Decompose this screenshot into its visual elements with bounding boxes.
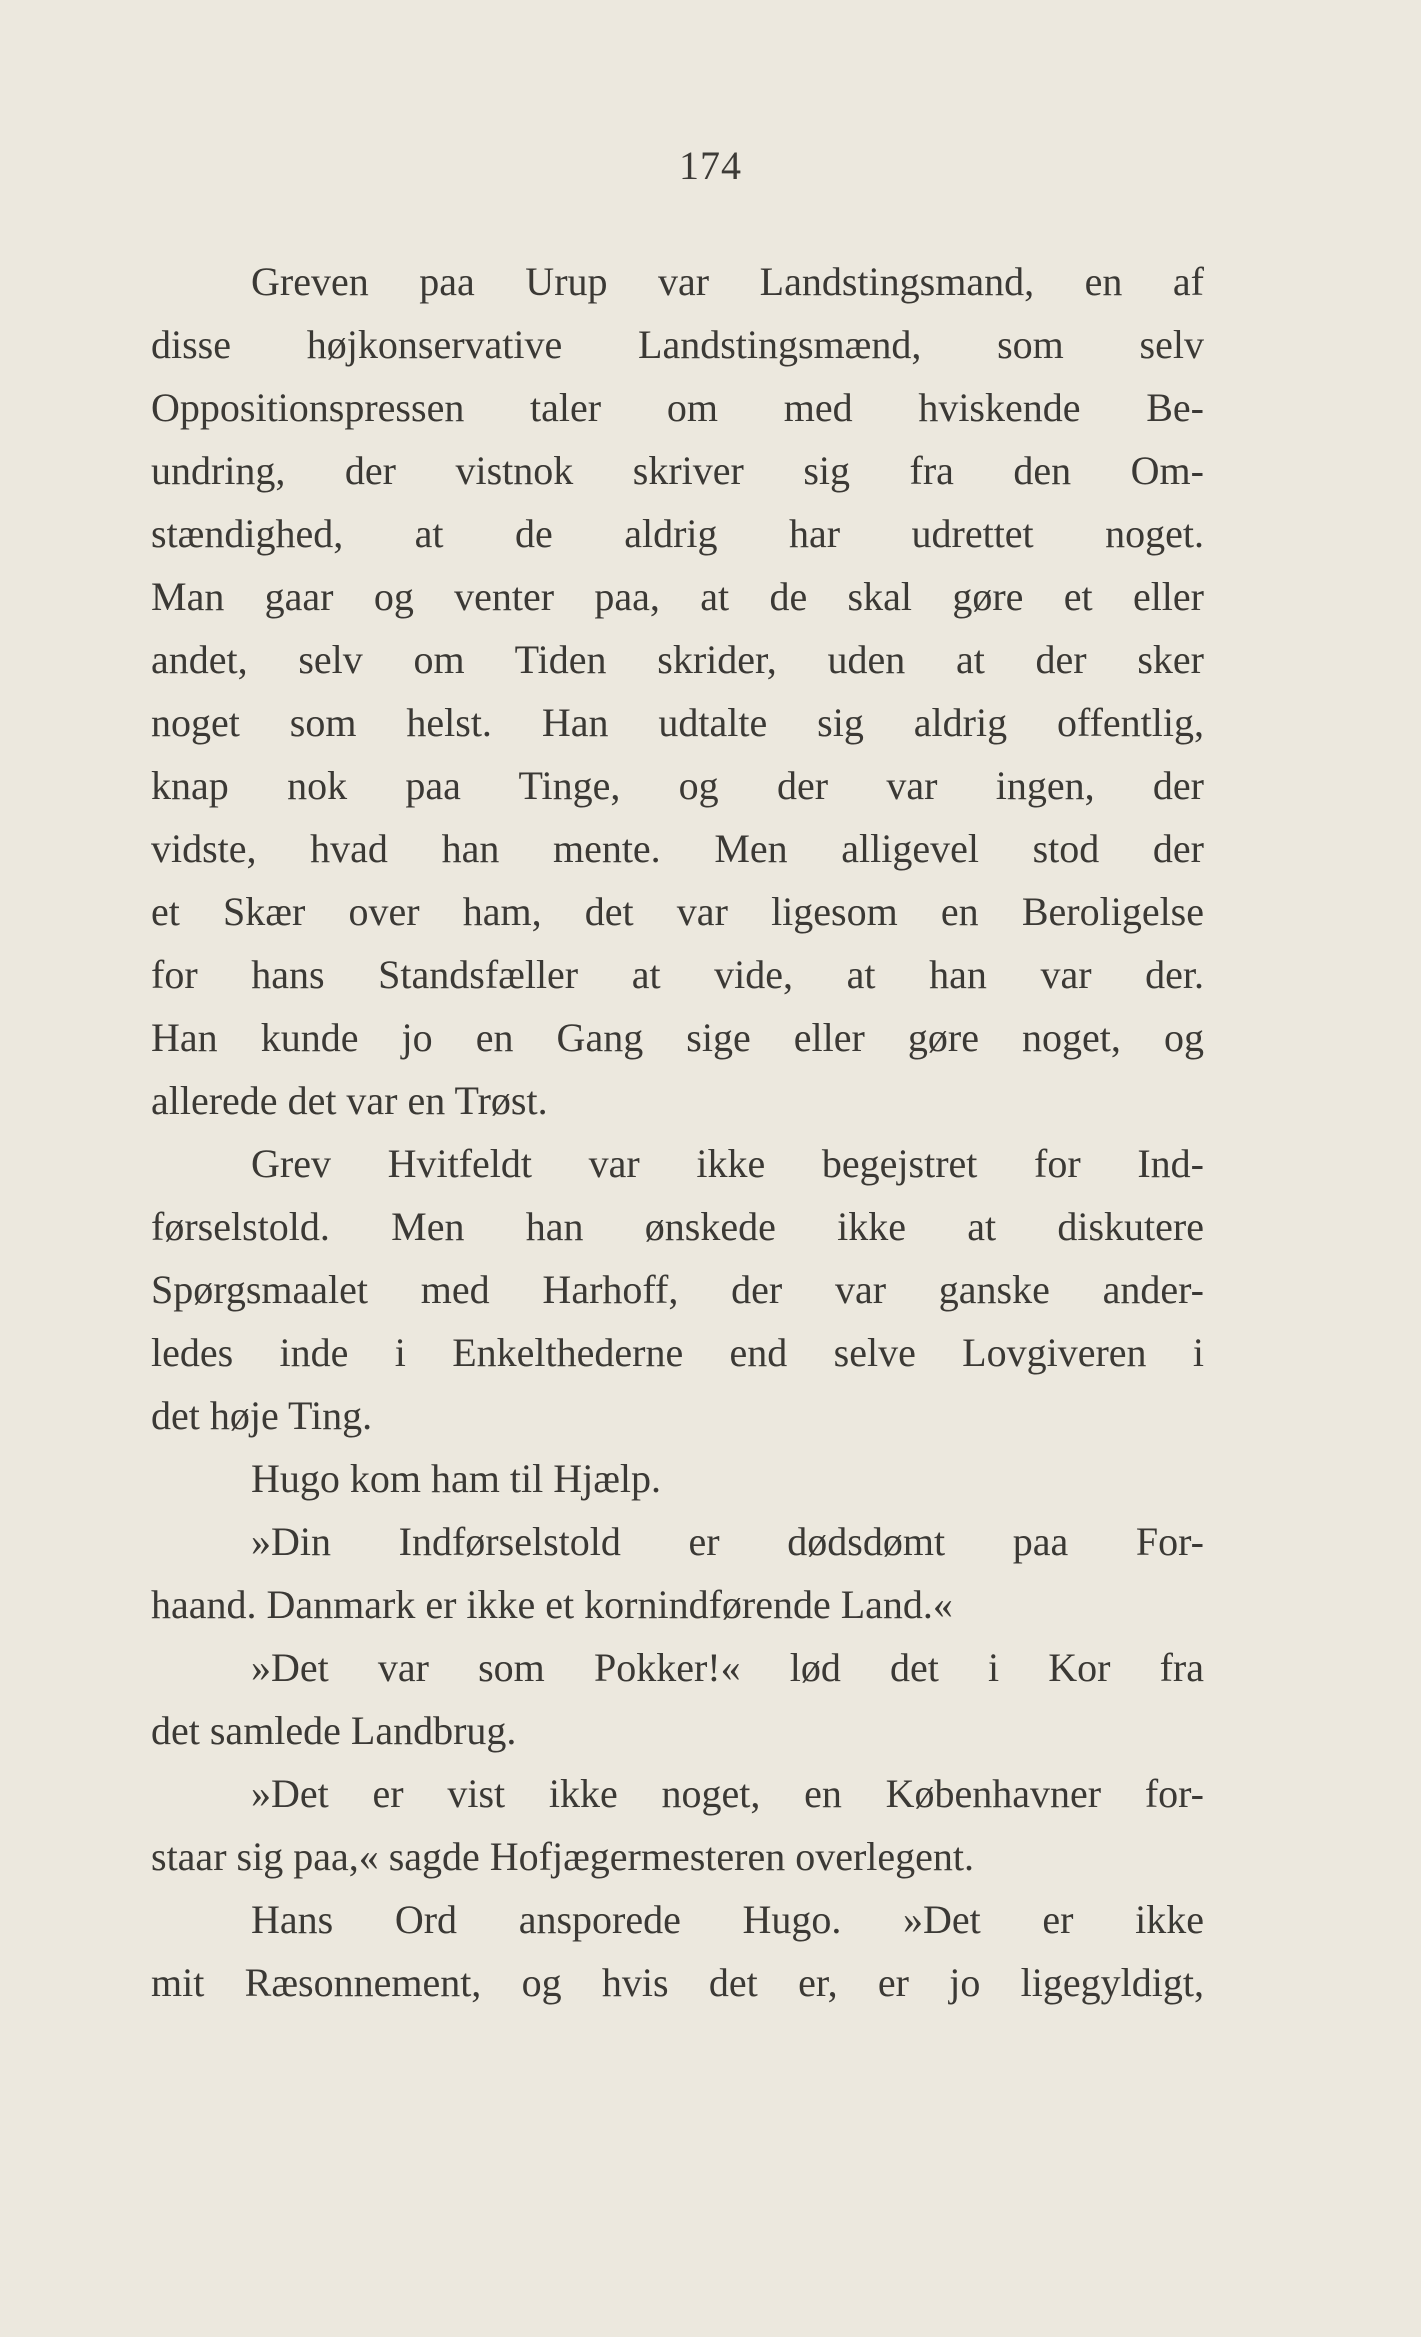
text-line: haand. Danmark er ikke et kornindførende Land.«: [151, 1582, 953, 1627]
text-line: for hans Standsfæller at vide, at han var der.: [151, 952, 1204, 997]
text-line: »Det er vist ikke noget, en Københavner for-: [251, 1771, 1204, 1816]
text-line: Man gaar og venter paa, at de skal gøre et eller: [151, 574, 1204, 619]
text-line: allerede det var en Trøst.: [151, 1078, 548, 1123]
text-line: Hans Ord ansporede Hugo. »Det er ikke: [251, 1897, 1204, 1942]
text-line: andet, selv om Tiden skrider, uden at der sker: [151, 637, 1204, 682]
text-line: Spørgsmaalet med Harhoff, der var ganske ander-: [151, 1267, 1204, 1312]
body-text: [151, 250, 1204, 2014]
text-line: Hugo kom ham til Hjælp.: [251, 1456, 661, 1501]
text-line: disse højkonservative Landstingsmænd, som selv: [151, 322, 1204, 367]
text-line: Han kunde jo en Gang sige eller gøre noget, og: [151, 1015, 1204, 1060]
text-line: Greven paa Urup var Landstingsmand, en af: [251, 259, 1204, 304]
text-line: vidste, hvad han mente. Men alligevel stod der: [151, 826, 1204, 871]
text-line: »Din Indførselstold er dødsdømt paa For-: [251, 1519, 1204, 1564]
text-line: ledes inde i Enkelthederne end selve Lovgiveren i: [151, 1330, 1204, 1375]
text-line: førselstold. Men han ønskede ikke at diskutere: [151, 1204, 1204, 1249]
text-line: det høje Ting.: [151, 1393, 373, 1438]
text-line: stændighed, at de aldrig har udrettet noget.: [151, 511, 1204, 556]
text-line: »Det var som Pokker!« lød det i Kor fra: [251, 1645, 1204, 1690]
text-line: det samlede Landbrug.: [151, 1708, 517, 1753]
text-line: knap nok paa Tinge, og der var ingen, der: [151, 763, 1204, 808]
text-line: Oppositionspressen taler om med hviskende Be-: [151, 385, 1204, 430]
text-line: undring, der vistnok skriver sig fra den Om-: [151, 448, 1204, 493]
text-line: Grev Hvitfeldt var ikke begejstret for Ind-: [251, 1141, 1204, 1186]
page-number: 174: [679, 143, 742, 188]
text-line: staar sig paa,« sagde Hofjægermesteren overlegent.: [151, 1834, 975, 1879]
text-line: noget som helst. Han udtalte sig aldrig offentlig,: [151, 700, 1204, 745]
text-line: mit Ræsonnement, og hvis det er, er jo ligegyldigt,: [151, 1960, 1204, 2005]
text-line: et Skær over ham, det var ligesom en Beroligelse: [151, 889, 1204, 934]
